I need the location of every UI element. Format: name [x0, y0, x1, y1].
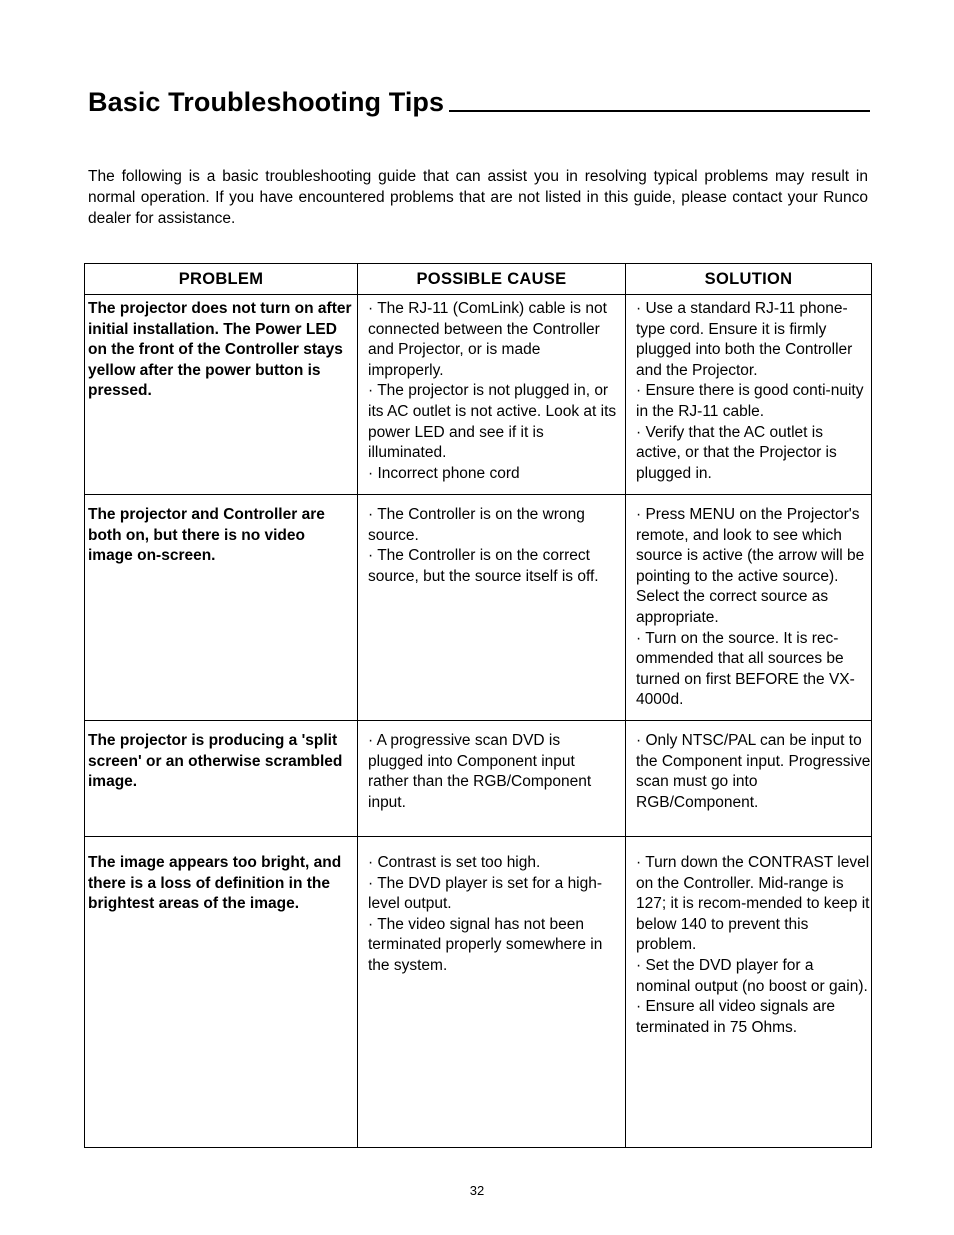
- solution-item: · Use a standard RJ-11 phone-type cord. Ensure it is firmly plugged into both the Controller and the Projector.: [636, 300, 853, 379]
- cause-item: · Contrast is set too high.: [368, 854, 541, 871]
- solution-item: · Ensure there is good conti-nuity in the RJ-11 cable.: [636, 382, 864, 420]
- solution-item: · Turn on the source. It is rec-ommended that all sources be turned on first BEFORE the VX-4000d.: [636, 629, 855, 709]
- cause-cell: [358, 295, 626, 495]
- title-rule: [449, 110, 870, 112]
- cause-item: · The video signal has not been terminated properly somewhere in the system.: [368, 915, 603, 974]
- cause-item: · Incorrect phone cord: [368, 464, 520, 482]
- page-title: Basic Troubleshooting Tips: [88, 87, 445, 117]
- solution-cell: [626, 721, 872, 837]
- problem-cell: The projector and Controller are both on, but there is no video image on-screen.: [85, 495, 358, 721]
- solution-cell: [626, 495, 872, 721]
- cause-item: · The Controller is on the wrong source.: [368, 506, 585, 544]
- table-body: [85, 295, 872, 1148]
- header-solution: SOLUTION: [626, 264, 872, 295]
- solution-cell: [626, 295, 872, 495]
- solution-item: · Turn down the CONTRAST level on the Controller. Mid-range is 127; it is recom-mended to keep it below 140 to prevent this problem.: [636, 854, 870, 954]
- problem-cell: The image appears too bright, and there is a loss of definition in the brightest areas of the image.: [85, 837, 358, 1148]
- cause-item: · The RJ-11 (ComLink) cable is not connected between the Controller and Projector, or is made improperly.: [368, 300, 607, 379]
- cause-cell: [358, 495, 626, 721]
- table-row: [85, 495, 872, 721]
- troubleshooting-table: [84, 263, 872, 1148]
- solution-item: · Ensure all video signals are terminated in 75 Ohms.: [636, 998, 836, 1036]
- table-header: [85, 264, 872, 295]
- cause-cell: [358, 837, 626, 1148]
- solution-item: · Only NTSC/PAL can be input to the Component input. Progressive scan must go into RGB/Component.: [636, 732, 871, 811]
- solution-item: · Press MENU on the Projector's remote, and look to see which source is active (the arrow will be pointing to the active source). Select the correct source as appropriate.: [636, 506, 865, 626]
- header-problem: PROBLEM: [85, 264, 358, 295]
- table-row: [85, 837, 872, 1148]
- title-row: [88, 86, 870, 118]
- cause-cell: [358, 721, 626, 837]
- table-row: [85, 295, 872, 495]
- solution-item: · Verify that the AC outlet is active, or that the Projector is plugged in.: [636, 423, 837, 482]
- header-row: [85, 264, 872, 295]
- solution-cell: [626, 837, 872, 1148]
- problem-cell: The projector is producing a 'split screen' or an otherwise scrambled image.: [85, 721, 358, 837]
- page-number: 32: [469, 1183, 485, 1198]
- table-row: [85, 721, 872, 837]
- cause-item: · The DVD player is set for a high-level output.: [368, 874, 603, 913]
- cause-item: · A progressive scan DVD is plugged into Component input rather than the RGB/Component input.: [368, 732, 592, 811]
- header-possible-cause: POSSIBLE CAUSE: [358, 264, 626, 295]
- problem-cell: The projector does not turn on after initial installation. The Power LED on the front of the Controller stays yellow after the power button is pressed.: [85, 295, 358, 495]
- cause-item: · The projector is not plugged in, or its AC outlet is not active. Look at its power LED and see if it is illuminated.: [368, 382, 617, 462]
- cause-item: · The Controller is on the correct source, but the source itself is off.: [368, 547, 599, 585]
- intro-paragraph: The following is a basic troubleshooting guide that can assist you in resolving typical problems may result in normal operation. If you have encountered problems that are not listed in this guide, please contact your Runco dealer for assistance.: [88, 168, 868, 227]
- solution-item: · Set the DVD player for a nominal output (no boost or gain).: [636, 956, 868, 995]
